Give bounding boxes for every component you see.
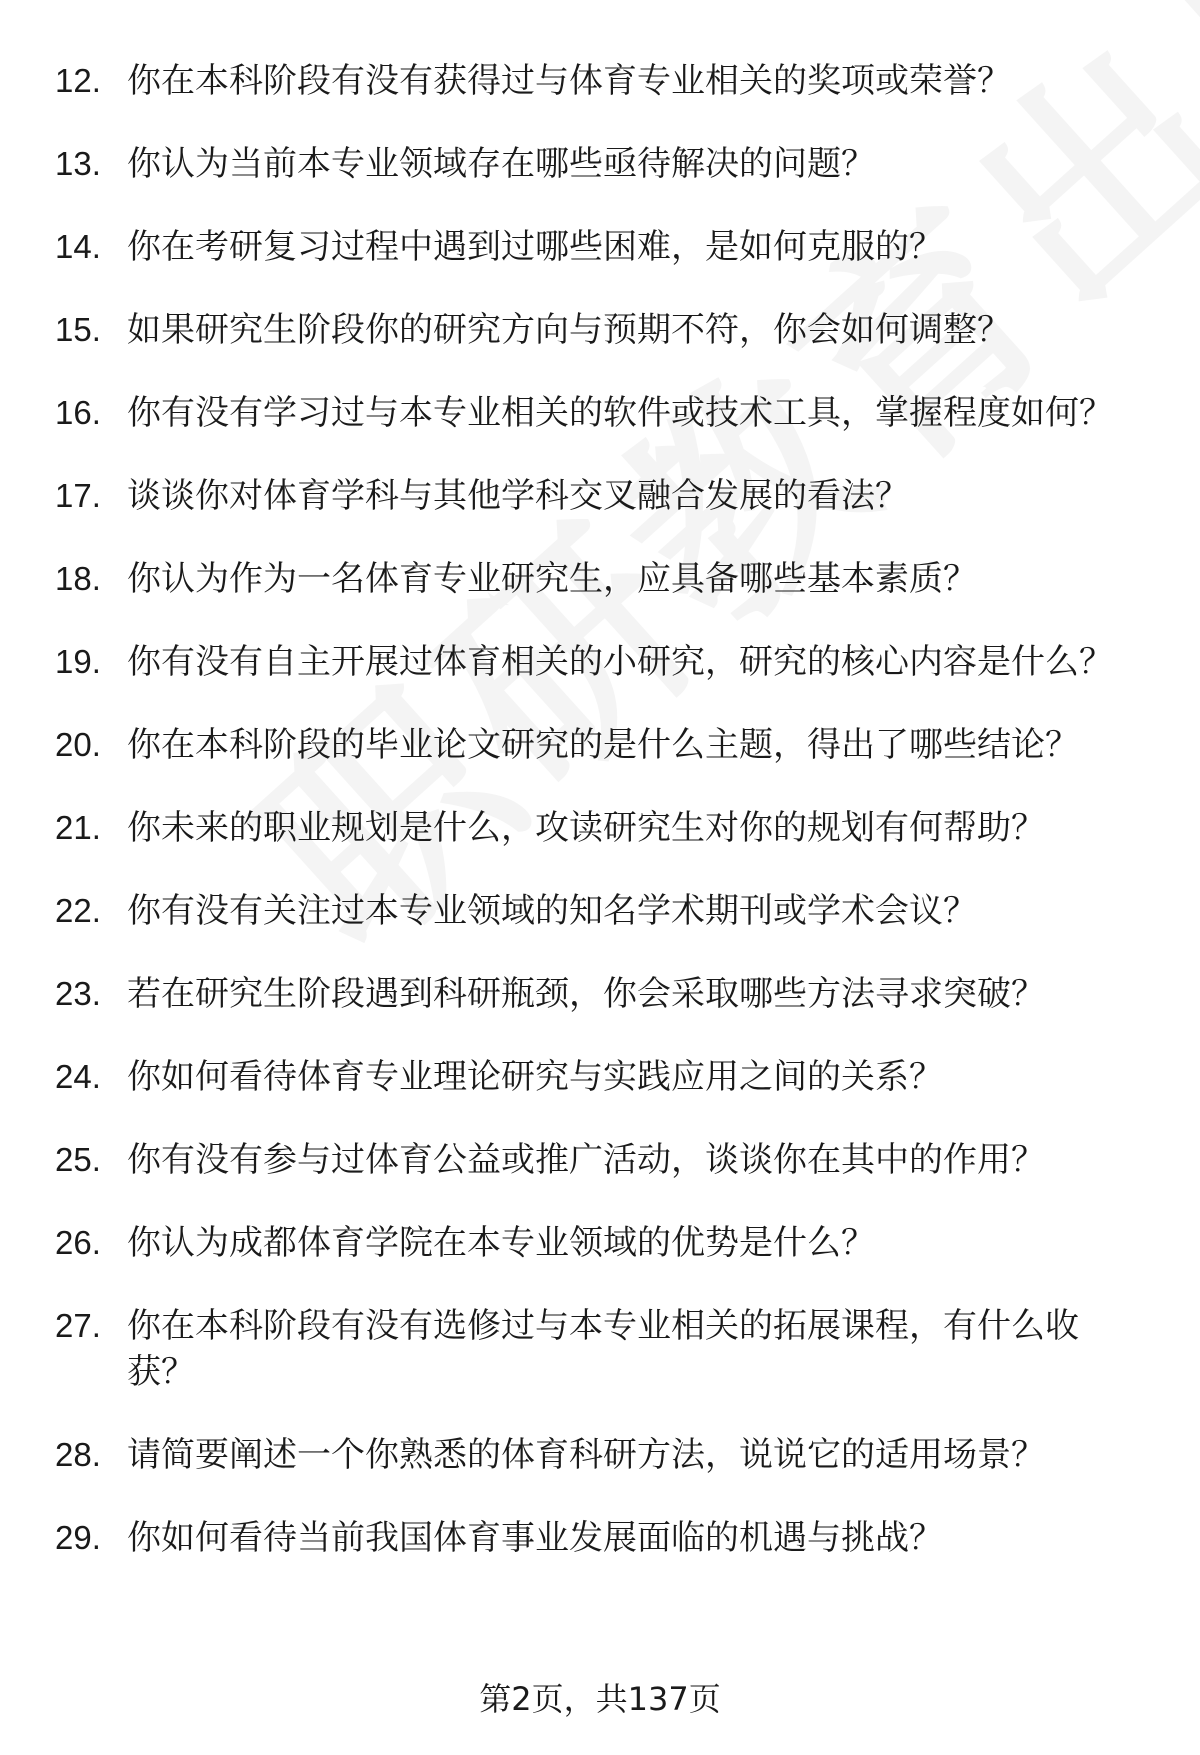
question-text: 你在本科阶段有没有获得过与体育专业相关的奖项或荣誉？ — [127, 61, 1011, 101]
question-number: 17. — [55, 477, 101, 514]
question-text: 你未来的职业规划是什么，攻读研究生对你的规划有何帮助？ — [127, 808, 1045, 848]
question-number: 27. — [55, 1307, 101, 1344]
question-number: 25. — [55, 1141, 101, 1178]
question-text: 如果研究生阶段你的研究方向与预期不符，你会如何调整？ — [127, 310, 1011, 350]
question-number: 13. — [55, 145, 101, 182]
question-number: 14. — [55, 228, 101, 265]
question-text: 你有没有参与过体育公益或推广活动，谈谈你在其中的作用？ — [127, 1140, 1045, 1180]
question-text: 你认为成都体育学院在本专业领域的优势是什么？ — [127, 1223, 875, 1263]
question-text: 你如何看待当前我国体育事业发展面临的机遇与挑战？ — [127, 1518, 943, 1558]
question-number: 21. — [55, 809, 101, 846]
question-number: 12. — [55, 62, 101, 99]
question-item — [0, 473, 1200, 519]
question-item — [0, 805, 1200, 851]
question-item — [0, 390, 1200, 436]
question-number: 29. — [55, 1519, 101, 1556]
question-item — [0, 888, 1200, 934]
question-text: 你认为作为一名体育专业研究生，应具备哪些基本素质？ — [127, 559, 977, 599]
question-number: 28. — [55, 1436, 101, 1473]
question-item — [0, 1054, 1200, 1100]
question-item — [0, 722, 1200, 768]
question-item — [0, 971, 1200, 1017]
question-list — [0, 58, 1200, 1561]
question-text: 谈谈你对体育学科与其他学科交叉融合发展的看法？ — [127, 476, 909, 516]
question-item — [0, 639, 1200, 685]
question-item — [0, 1432, 1200, 1478]
question-number: 15. — [55, 311, 101, 348]
question-item — [0, 141, 1200, 187]
question-number: 24. — [55, 1058, 101, 1095]
question-number: 18. — [55, 560, 101, 597]
question-text: 你认为当前本专业领域存在哪些亟待解决的问题？ — [127, 144, 875, 184]
question-number: 16. — [55, 394, 101, 431]
question-text: 你有没有学习过与本专业相关的软件或技术工具，掌握程度如何？ — [127, 393, 1113, 433]
question-text: 你在考研复习过程中遇到过哪些困难，是如何克服的？ — [127, 227, 943, 267]
question-item — [0, 307, 1200, 353]
question-item — [0, 224, 1200, 270]
question-text: 你有没有关注过本专业领域的知名学术期刊或学术会议？ — [127, 891, 977, 931]
question-number: 19. — [55, 643, 101, 680]
question-item — [0, 58, 1200, 104]
question-text: 你有没有自主开展过体育相关的小研究，研究的核心内容是什么？ — [127, 642, 1113, 682]
question-text: 你如何看待体育专业理论研究与实践应用之间的关系？ — [127, 1057, 943, 1097]
question-item — [0, 1137, 1200, 1183]
question-text: 你在本科阶段的毕业论文研究的是什么主题，得出了哪些结论？ — [127, 725, 1079, 765]
question-text: 请简要阐述一个你熟悉的体育科研方法，说说它的适用场景？ — [127, 1435, 1045, 1475]
question-number: 26. — [55, 1224, 101, 1261]
question-item — [0, 1515, 1200, 1561]
question-text: 若在研究生阶段遇到科研瓶颈，你会采取哪些方法寻求突破？ — [127, 974, 1045, 1014]
question-item — [0, 1303, 1200, 1395]
question-number: 20. — [55, 726, 101, 763]
question-item — [0, 556, 1200, 602]
question-item — [0, 1220, 1200, 1266]
page-footer: 第2页，共137页 — [479, 1680, 721, 1718]
question-number: 22. — [55, 892, 101, 929]
question-number: 23. — [55, 975, 101, 1012]
question-text: 你在本科阶段有没有选修过与本专业相关的拓展课程，有什么收获？ — [127, 1306, 1079, 1392]
